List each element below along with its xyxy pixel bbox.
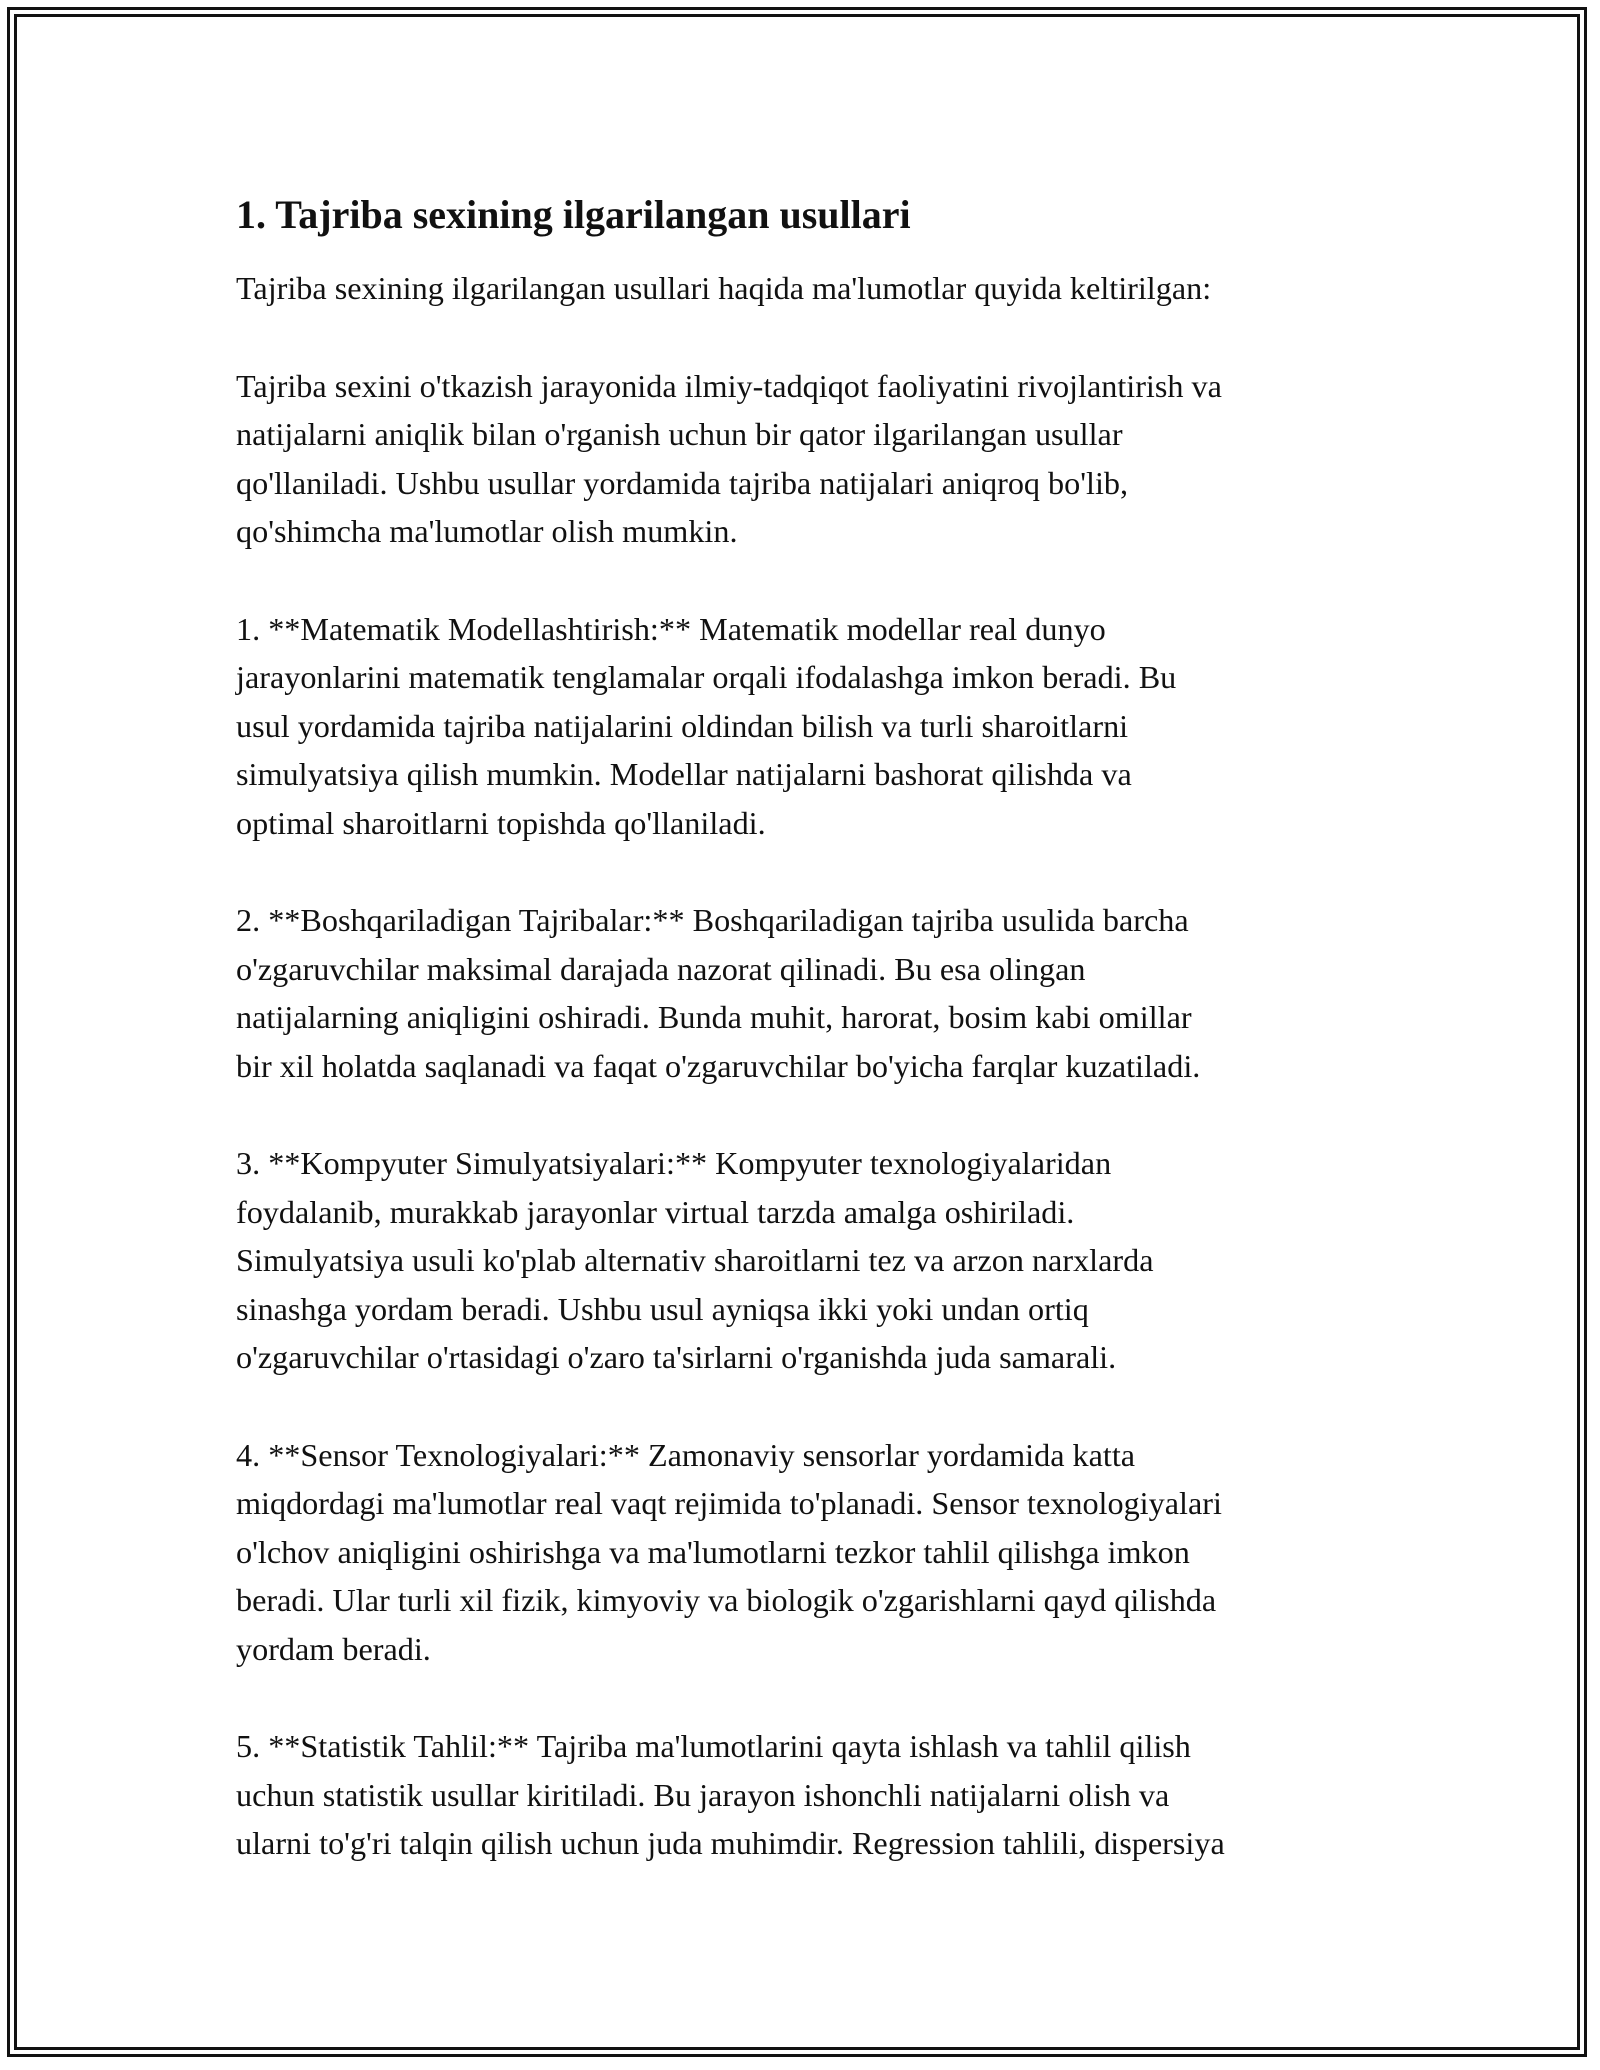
text-line: o'zgaruvchilar o'rtasidagi o'zaro ta'sirlarni o'rganishda juda samarali. (236, 1339, 1117, 1375)
text-line: foydalanib, murakkab jarayonlar virtual tarzda amalga oshiriladi. (236, 1193, 1075, 1230)
document-title: 1. Tajriba sexining ilgarilangan usullari (236, 192, 911, 237)
text-line: Tajriba sexini o'tkazish jarayonida ilmiy-tadqiqot faoliyatini rivojlantirish va (236, 367, 1222, 404)
text-line: yordam beradi. (236, 1630, 431, 1667)
text-line: uchun statistik usullar kiritiladi. Bu jarayon ishonchli natijalarni olish va (236, 1776, 1170, 1813)
text-line: qo'llaniladi. Ushbu usullar yordamida tajriba natijalari aniqroq bo'lib, (236, 464, 1129, 501)
text-line: beradi. Ular turli xil fizik, kimyoviy va biologik o'zgarishlarni qayd qilishda (236, 1582, 1217, 1618)
text-line: usul yordamida tajriba natijalarini oldindan bilish va turli sharoitlarni (236, 707, 1129, 744)
text-line: natijalarning aniqligini oshiradi. Bunda muhit, harorat, bosim kabi omillar (236, 999, 1192, 1035)
method-4-paragraph (236, 1431, 1386, 1674)
method-2-paragraph (236, 896, 1386, 1090)
text-line: o'zgaruvchilar maksimal darajada nazorat qilinadi. Bu esa olingan (236, 950, 1086, 987)
text-line: bir xil holatda saqlanadi va faqat o'zgaruvchilar bo'yicha farqlar kuzatiladi. (236, 1047, 1201, 1084)
text-line: 4. **Sensor Texnologiyalari:** Zamonaviy sensorlar yordamida katta (236, 1436, 1136, 1473)
text-line: 2. **Boshqariladigan Tajribalar:** Boshqariladigan tajriba usulida barcha (236, 902, 1189, 938)
text-line: Tajriba sexining ilgarilangan usullari haqida ma'lumotlar quyida keltirilgan: (236, 270, 1212, 306)
text-line: miqdordagi ma'lumotlar real vaqt rejimida to'planadi. Sensor texnologiyalari (236, 1485, 1222, 1521)
text-line: sinashga yordam beradi. Ushbu usul ayniqsa ikki yoki undan ortiq (236, 1290, 1089, 1327)
intro-paragraph (236, 264, 1386, 313)
method-1-paragraph (236, 605, 1386, 848)
method-3-paragraph (236, 1139, 1386, 1382)
text-line: natijalarni aniqlik bilan o'rganish uchun bir qator ilgarilangan usullar (236, 416, 1123, 452)
text-line: optimal sharoitlarni topishda qo'llaniladi. (236, 804, 766, 841)
text-line: 5. **Statistik Tahlil:** Tajriba ma'lumotlarini qayta ishlash va tahlil qilish (236, 1728, 1191, 1764)
method-5-paragraph (236, 1722, 1386, 1868)
text-line: jarayonlarini matematik tenglamalar orqali ifodalashga imkon beradi. Bu (236, 659, 1177, 695)
text-line: simulyatsiya qilish mumkin. Modellar natijalarni bashorat qilishda va (236, 756, 1132, 792)
document-body (236, 188, 1386, 1917)
text-line: o'lchov aniqligini oshirishga va ma'lumotlarni tezkor tahlil qilishga imkon (236, 1533, 1190, 1570)
text-line: qo'shimcha ma'lumotlar olish mumkin. (236, 513, 738, 549)
text-line: 3. **Kompyuter Simulyatsiyalari:** Kompyuter texnologiyalaridan (236, 1145, 1112, 1181)
text-line: Simulyatsiya usuli ko'plab alternativ sharoitlarni tez va arzon narxlarda (236, 1242, 1154, 1278)
text-line: 1. **Matematik Modellashtirish:** Matematik modellar real dunyo (236, 610, 1106, 647)
overview-paragraph (236, 362, 1386, 556)
text-line: ularni to'g'ri talqin qilish uchun juda muhimdir. Regression tahlili, dispersiya (236, 1825, 1225, 1861)
